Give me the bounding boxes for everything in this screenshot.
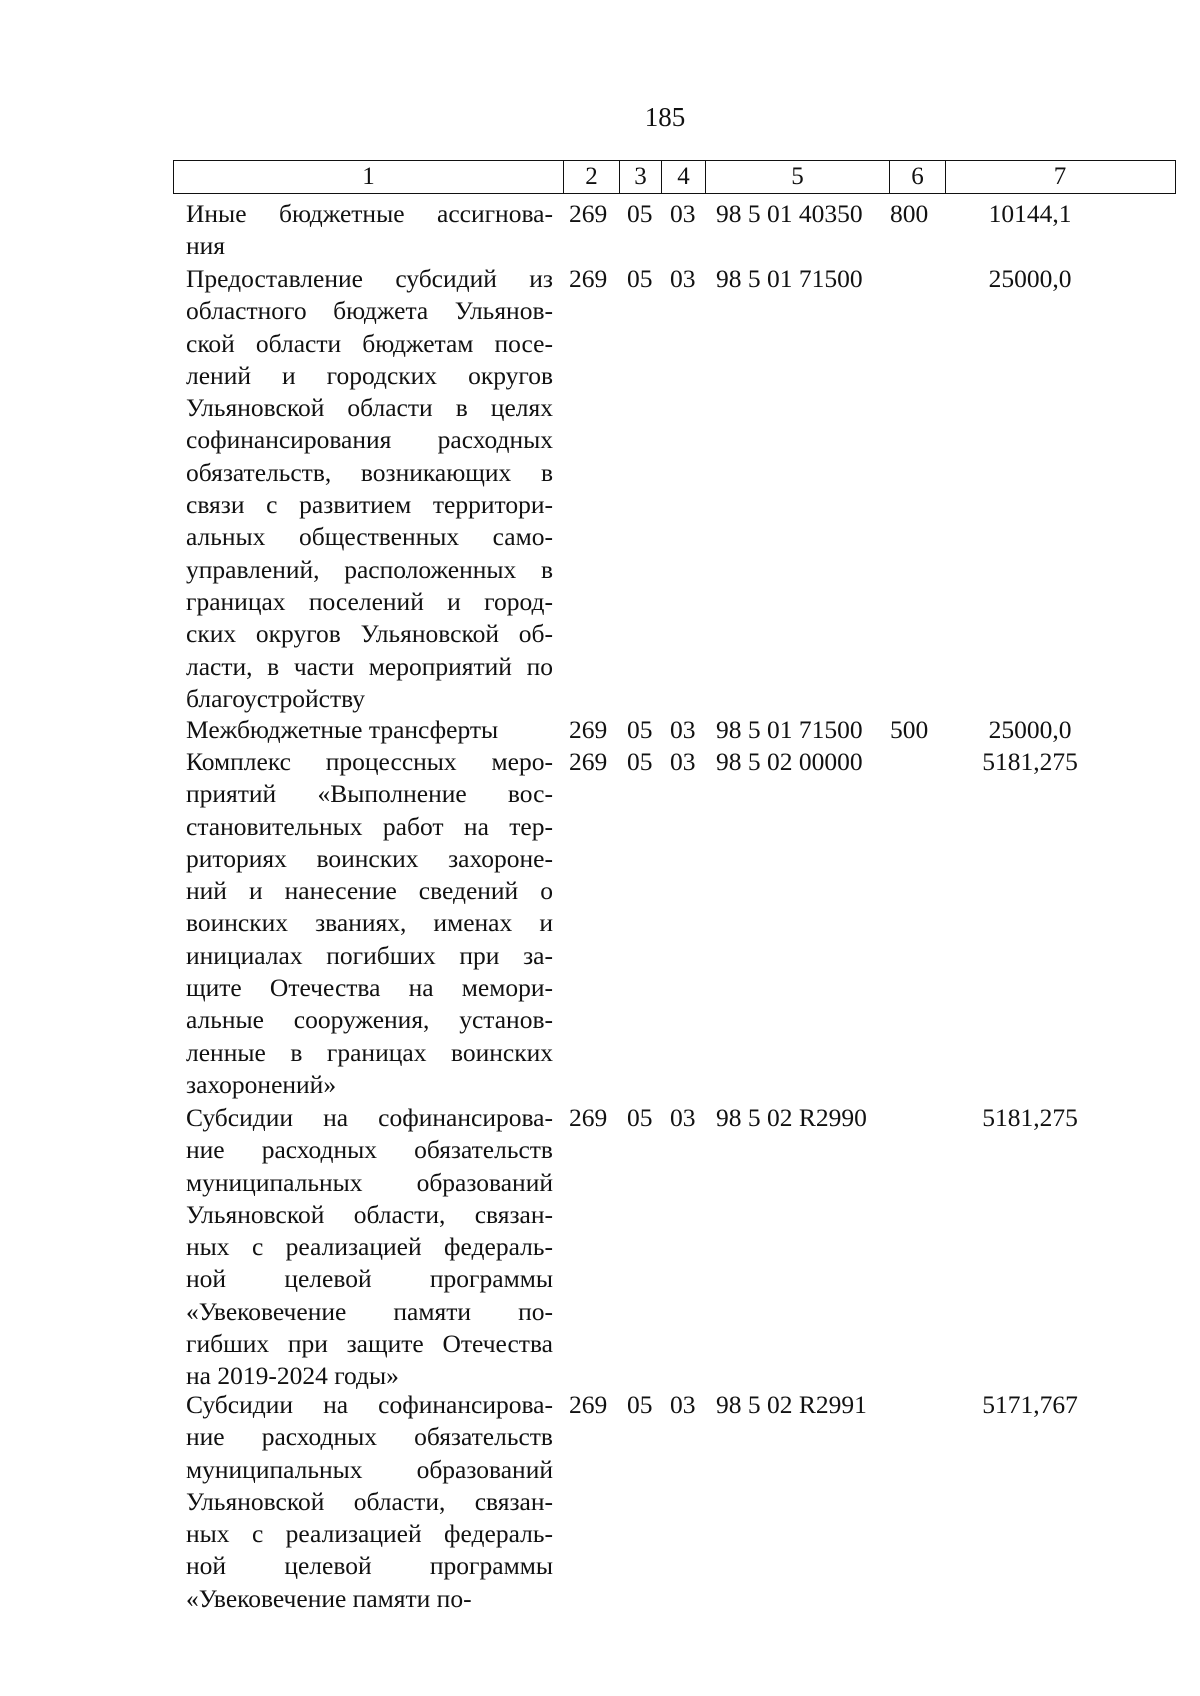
word: связи [186, 490, 245, 520]
description-line [186, 746, 553, 778]
word: обязательств [414, 1422, 553, 1452]
word: с [266, 490, 278, 520]
word: части [293, 651, 355, 681]
word: на [323, 1103, 349, 1132]
word: Комплекс [186, 747, 291, 776]
target-article-code: 98 5 02 R2991 [716, 1390, 867, 1419]
subsection-code: 03 [670, 1103, 696, 1132]
word: развитием [299, 490, 412, 520]
word: софинансирования [186, 425, 392, 455]
word: с [251, 1519, 264, 1549]
description-line [186, 1550, 553, 1582]
word: в [290, 1037, 303, 1067]
description-line: на 2019-2024 годы» [186, 1361, 399, 1391]
word: защите [346, 1329, 424, 1359]
word: тер- [509, 811, 553, 841]
subsection-code: 03 [670, 715, 696, 744]
row-description [186, 746, 553, 1101]
word: и [248, 876, 263, 906]
description-line [186, 972, 553, 1004]
word: расходных [261, 1135, 378, 1165]
description-line: захоронений» [186, 1069, 337, 1099]
word: Ульяновской [186, 393, 325, 423]
description-line [186, 651, 553, 683]
word: ний [186, 876, 227, 906]
word: возникающих [360, 457, 512, 487]
word: ассигнова- [437, 199, 553, 228]
word: образований [416, 1167, 553, 1197]
word: «Увековечение [186, 1296, 347, 1326]
description-line [186, 1389, 553, 1421]
word: на [323, 1390, 349, 1419]
description-line [186, 940, 553, 972]
word: погибших [326, 940, 436, 970]
word: в [540, 457, 553, 487]
description-line [186, 1004, 553, 1036]
description-line [186, 295, 553, 327]
word: на [408, 973, 434, 1003]
description-line: ния [186, 231, 226, 261]
word: софинансирова- [378, 1103, 553, 1132]
word: целевой [284, 1264, 372, 1294]
word: территори- [432, 490, 553, 520]
target-article-code: 98 5 02 R2990 [716, 1103, 867, 1132]
word: работ [382, 811, 444, 841]
word: ной [186, 1551, 227, 1581]
word: гибших [186, 1329, 270, 1359]
description-line [186, 907, 553, 939]
description-line [186, 1328, 553, 1360]
word: мемори- [461, 973, 553, 1003]
ministry-code: 269 [569, 1103, 608, 1132]
subsection-code: 03 [670, 747, 696, 776]
word: Субсидии [186, 1103, 293, 1132]
description-line [186, 1518, 553, 1550]
row-description [186, 714, 553, 746]
section-code: 05 [627, 715, 653, 744]
amount: 5181,275 [982, 747, 1078, 776]
description-line [186, 554, 553, 586]
section-code: 05 [627, 1103, 653, 1132]
word: расположенных [344, 554, 517, 584]
word: ние [186, 1135, 225, 1165]
word: памяти [393, 1296, 472, 1326]
description-line [186, 1037, 553, 1069]
header-col-4: 4 [662, 161, 706, 193]
word: управлений, [186, 554, 320, 584]
word: альные [186, 1005, 264, 1035]
word: области, [353, 1199, 446, 1229]
target-article-code: 98 5 01 40350 [716, 199, 863, 228]
ministry-code: 269 [569, 747, 608, 776]
word: бюджета [333, 296, 429, 326]
word: связан- [474, 1199, 553, 1229]
word: в [455, 393, 468, 423]
word: сведений [418, 876, 519, 906]
word: воинских [316, 843, 419, 873]
word: расходных [261, 1422, 378, 1452]
description-line [186, 1486, 553, 1518]
word: целях [490, 393, 553, 423]
word: риториях [186, 843, 287, 873]
word: об- [518, 619, 553, 649]
description-line [186, 843, 553, 875]
word: ных [186, 1232, 230, 1262]
word: бюджетные [278, 199, 405, 228]
word: общественных [298, 522, 460, 552]
word: ской [186, 328, 235, 358]
header-col-3: 3 [620, 161, 662, 193]
word: ленные [186, 1037, 266, 1067]
amount: 5171,767 [982, 1390, 1078, 1419]
target-article-code: 98 5 01 71500 [716, 264, 863, 293]
word: муниципальных [186, 1167, 363, 1197]
description-line [186, 1167, 553, 1199]
description-line: благоустройству [186, 683, 366, 713]
subsection-code: 03 [670, 1390, 696, 1419]
header-col-1: 1 [174, 161, 564, 193]
header-col-6: 6 [890, 161, 946, 193]
word: в [267, 651, 280, 681]
subsection-code: 03 [670, 199, 696, 228]
ministry-code: 269 [569, 715, 608, 744]
description-line: Межбюджетные трансферты [186, 715, 499, 744]
word: программы [429, 1551, 553, 1581]
word: федераль- [444, 1519, 553, 1549]
word: «Выполнение [317, 779, 467, 809]
description-line [186, 1263, 553, 1295]
description-line [186, 811, 553, 843]
word: реализацией [285, 1232, 422, 1262]
description-line: «Увековечение памяти по- [186, 1583, 472, 1613]
ministry-code: 269 [569, 264, 608, 293]
description-line [186, 489, 553, 521]
word: становительных [186, 811, 363, 841]
word: Отечества [442, 1329, 553, 1359]
word: Ульяновской [360, 619, 499, 649]
expense-type-code: 500 [890, 715, 929, 744]
description-line [186, 1454, 553, 1486]
page-number: 185 [644, 102, 686, 132]
header-col-2: 2 [564, 161, 620, 193]
word: субсидий [395, 264, 497, 293]
word: инициалах [186, 940, 303, 970]
description-line [186, 521, 553, 553]
section-code: 05 [627, 199, 653, 228]
word: о [540, 876, 553, 906]
word: по- [518, 1296, 553, 1326]
word: федераль- [444, 1232, 553, 1262]
description-line [186, 457, 553, 489]
word: воинских [450, 1037, 553, 1067]
description-line [186, 392, 553, 424]
description-line [186, 1421, 553, 1453]
word: на [463, 811, 489, 841]
word: области [255, 328, 342, 358]
word: городских [326, 360, 438, 390]
word: бюджетам [362, 328, 474, 358]
row-description [186, 198, 553, 263]
word: именах [433, 908, 513, 938]
description-line [186, 328, 553, 360]
word: образований [416, 1454, 553, 1484]
word: и [539, 908, 553, 938]
row-description [186, 263, 553, 715]
word: воинских [186, 908, 289, 938]
word: муниципальных [186, 1454, 363, 1484]
word: области [347, 393, 433, 423]
word: ских [186, 619, 237, 649]
word: округов [255, 619, 341, 649]
ministry-code: 269 [569, 1390, 608, 1419]
description-line [186, 875, 553, 907]
word: округов [468, 360, 553, 390]
header-col-5: 5 [706, 161, 890, 193]
word: сооружения, [293, 1005, 430, 1035]
word: ласти, [186, 651, 253, 681]
description-line [186, 1231, 553, 1263]
word: и [447, 586, 461, 616]
word: Отечества [269, 973, 381, 1003]
word: целевой [284, 1551, 372, 1581]
word: при [459, 940, 500, 970]
word: реализацией [285, 1519, 422, 1549]
word: расходных [437, 425, 553, 455]
word: вос- [507, 779, 553, 809]
word: при [287, 1329, 328, 1359]
section-code: 05 [627, 264, 653, 293]
word: границах [326, 1037, 427, 1067]
word: лений [186, 360, 251, 390]
amount: 10144,1 [988, 199, 1072, 228]
word: Ульянов- [454, 296, 553, 326]
word: с [251, 1232, 264, 1262]
description-line [186, 1199, 553, 1231]
subsection-code: 03 [670, 264, 696, 293]
word: установ- [459, 1005, 553, 1035]
word: посе- [494, 328, 553, 358]
word: ных [186, 1519, 230, 1549]
word: по [526, 651, 553, 681]
target-article-code: 98 5 01 71500 [716, 715, 863, 744]
word: город- [484, 586, 553, 616]
word: само- [492, 522, 553, 552]
word: нанесение [284, 876, 397, 906]
word: границах [186, 586, 286, 616]
table-header [173, 160, 1176, 194]
expense-type-code: 800 [890, 199, 929, 228]
word: софинансирова- [378, 1390, 553, 1419]
word: процессных [325, 747, 457, 776]
word: ной [186, 1264, 227, 1294]
word: Ульяновской [186, 1199, 325, 1229]
description-line [186, 778, 553, 810]
word: области, [353, 1486, 446, 1516]
word: захороне- [448, 843, 553, 873]
word: программы [429, 1264, 553, 1294]
header-col-7: 7 [1053, 163, 1067, 190]
amount: 25000,0 [988, 264, 1072, 293]
word: связан- [474, 1486, 553, 1516]
description-line [186, 360, 553, 392]
word: меро- [491, 747, 553, 776]
word: приятий [186, 779, 277, 809]
description-line [186, 586, 553, 618]
word: ние [186, 1422, 225, 1452]
description-line [186, 198, 553, 230]
description-line [186, 1134, 553, 1166]
word: в [540, 554, 553, 584]
amount: 5181,275 [982, 1103, 1078, 1132]
description-line [186, 1102, 553, 1134]
word: за- [523, 940, 553, 970]
word: и [281, 360, 296, 390]
word: Субсидии [186, 1390, 293, 1419]
amount: 25000,0 [988, 715, 1072, 744]
description-line [186, 618, 553, 650]
description-line [186, 1296, 553, 1328]
description-line [186, 263, 553, 295]
word: мероприятий [368, 651, 512, 681]
word: щите [186, 973, 242, 1003]
word: обязательств [414, 1135, 553, 1165]
word: обязательств, [186, 457, 332, 487]
word: званиях, [315, 908, 407, 938]
target-article-code: 98 5 02 00000 [716, 747, 863, 776]
row-description [186, 1102, 553, 1393]
description-line [186, 424, 553, 456]
row-description [186, 1389, 553, 1615]
word: поселений [308, 586, 424, 616]
word: Ульяновской [186, 1486, 325, 1516]
word: Иные [186, 199, 247, 228]
word: Предоставление [186, 264, 363, 293]
word: альных [186, 522, 266, 552]
word: областного [186, 296, 307, 326]
ministry-code: 269 [569, 199, 608, 228]
word: из [529, 264, 553, 293]
section-code: 05 [627, 1390, 653, 1419]
section-code: 05 [627, 747, 653, 776]
